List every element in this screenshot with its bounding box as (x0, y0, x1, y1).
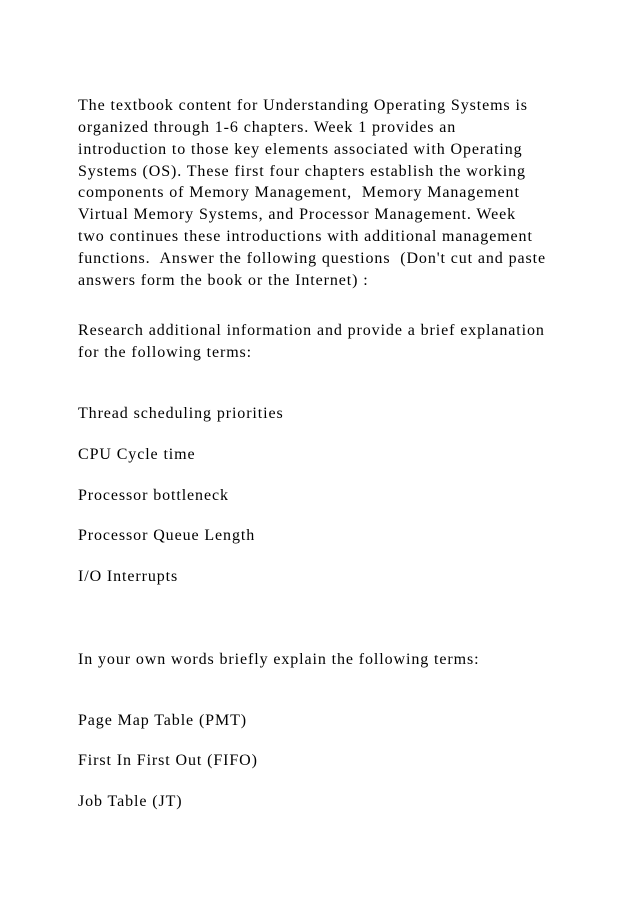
intro-line-4: Systems (OS). These first four chapters establish the working (78, 163, 526, 180)
research-term-processor-bottleneck: Processor bottleneck (78, 487, 229, 504)
intro-line-9: answers form the book or the Internet) : (78, 272, 369, 289)
intro-line-7: two continues these introductions with additional management (78, 228, 533, 245)
own-words-term-fifo: First In First Out (FIFO) (78, 752, 258, 769)
intro-line-2: organized through 1-6 chapters. Week 1 provides an (78, 119, 457, 136)
intro-line-1: The textbook content for Understanding Operating Systems is (78, 97, 528, 114)
intro-line-3: introduction to those key elements associated with Operating (78, 141, 523, 158)
research-term-processor-queue: Processor Queue Length (78, 527, 256, 544)
own-words-term-jt: Job Table (JT) (78, 793, 183, 810)
research-term-io-interrupts: I/O Interrupts (78, 568, 179, 585)
intro-line-6: Virtual Memory Systems, and Processor Management. Week (78, 206, 516, 223)
research-term-cpu-cycle: CPU Cycle time (78, 446, 196, 463)
research-term-thread-scheduling: Thread scheduling priorities (78, 405, 284, 422)
own-words-prompt: In your own words briefly explain the following terms: (78, 651, 480, 668)
intro-line-5: components of Memory Management, Memory Management (78, 184, 520, 201)
own-words-term-pmt: Page Map Table (PMT) (78, 712, 247, 729)
research-line-1: Research additional information and provide a brief explanation (78, 322, 545, 339)
intro-line-8: functions. Answer the following questions (Don't cut and paste (78, 250, 546, 267)
research-line-2: for the following terms: (78, 344, 253, 361)
